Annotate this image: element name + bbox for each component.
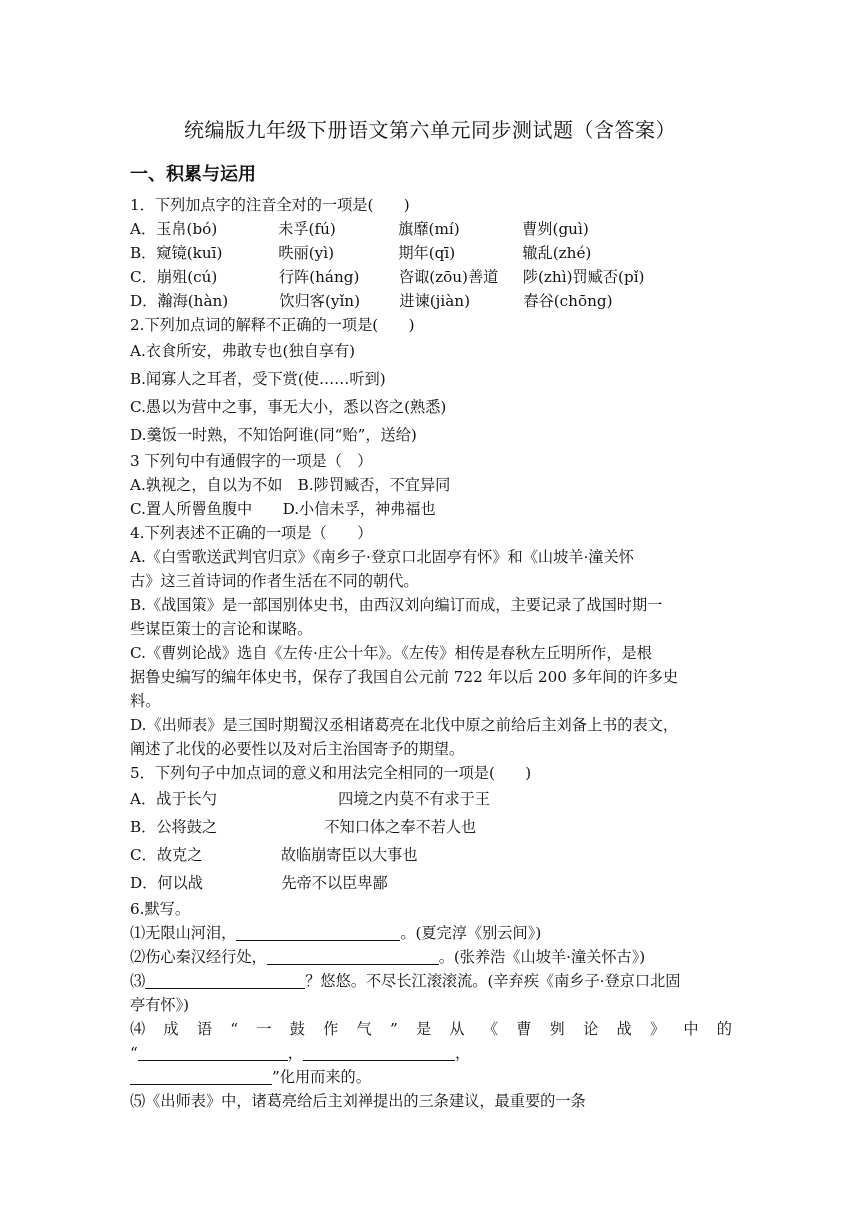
q6-char: ” [389, 1020, 398, 1038]
q6-char: 》 [649, 1020, 666, 1038]
option-label: D． [130, 874, 158, 892]
option-item: 期年(qī) [398, 244, 456, 262]
q4-option-d-line1: D.《出师表》是三国时期蜀汉丞相诸葛亮在北伐中原之前给后主刘备上书的表文， [130, 716, 679, 734]
q6-char: 鼓 [289, 1020, 305, 1038]
q1-option-c [130, 265, 732, 289]
option-label: B． [130, 244, 157, 262]
q4-option-c-line2: 据鲁史编写的编年体史书，保存了我国自公元前 722 年以后 200 多年间的许多史 [130, 668, 679, 686]
q6-text: 。(夏完淳《别云间》) [400, 924, 542, 942]
q6-item-4-cont [130, 1065, 732, 1089]
q6-item-3-cont: 亭有怀》) [130, 996, 190, 1014]
option-label: A． [130, 220, 157, 238]
q6-char: 论 [583, 1020, 599, 1038]
q6-char: 战 [616, 1020, 632, 1038]
q6-item-1 [130, 921, 732, 945]
q5-stem: 5．下列句子中加点词的意义和用法完全相同的一项是( ) [130, 764, 532, 782]
option-item: 故克之 [156, 846, 203, 864]
option-item: 不知口体之奉不若人也 [324, 818, 477, 836]
option-item: 先帝不以臣卑鄙 [281, 874, 388, 892]
q6-text: “ [130, 1044, 138, 1062]
q4-option-c-line1: C.《曹刿论战》选自《左传·庄公十年》。《左传》相传是春秋左丘明所作，是根 [130, 644, 652, 662]
option-label: A． [130, 790, 157, 808]
q6-item-2 [130, 945, 732, 969]
q6-char: “ [230, 1020, 239, 1038]
q4-option-c-line3: 料。 [130, 692, 161, 710]
q6-char: 语 [196, 1020, 213, 1038]
option-item: 公将鼓之 [156, 818, 218, 836]
q2-option-b: B.闻寡人之耳者，受下赏(使……听到) [130, 370, 386, 388]
q6-text: ， [287, 1044, 303, 1062]
q4-stem: 4.下列表述不正确的一项是（ ） [130, 524, 373, 542]
answer-blank[interactable] [236, 924, 400, 941]
q6-char: ⑷ [130, 1020, 146, 1038]
option-item: 玉帛(bó) [156, 220, 218, 238]
option-item: 四境之内莫不有求于王 [338, 790, 491, 808]
answer-blank[interactable] [303, 1044, 455, 1061]
q5-option-b [130, 813, 732, 841]
option-item: 战于长勺 [156, 790, 217, 808]
q2-stem: 2.下列加点词的解释不正确的一项是( ) [130, 316, 415, 334]
option-item: 昳丽(yì) [278, 244, 335, 262]
option-item: 饮归客(yǐn) [279, 292, 361, 310]
q6-char: 成 [163, 1020, 179, 1038]
q1-stem: 1．下列加点字的注音全对的一项是( ) [130, 196, 410, 214]
q6-stem: 6.默写。 [130, 900, 191, 918]
q6-char: 一 [256, 1020, 272, 1038]
option-item: 舂谷(chōng) [523, 292, 613, 310]
q4-option-a-line2: 古》这三首诗词的作者生活在不同的朝代。 [130, 572, 419, 590]
q3-options-cd: C.置人所罾鱼腹中 D.小信未孚，神弗福也 [130, 500, 436, 518]
q6-char: 作 [323, 1020, 339, 1038]
option-item: 故临崩寄臣以大事也 [280, 846, 418, 864]
q2-option-d: D.羹饭一时熟，不知饴阿谁(同“贻”，送给) [130, 426, 417, 444]
q4-option-b-line2: 些谋臣策士的言论和谋略。 [130, 620, 313, 638]
option-item: 进谏(jiàn) [399, 292, 471, 310]
option-item: 瀚海(hàn) [157, 292, 229, 310]
q1-option-d [130, 289, 732, 313]
q4-option-b-line1: B.《战国策》是一部国别体史书，由西汉刘向编订而成，主要记录了战国时期一 [130, 596, 663, 614]
option-item: 咨诹(zōu)善道 [398, 268, 499, 286]
q2-option-c: C.愚以为营中之事，事无大小，悉以咨之(熟悉) [130, 398, 447, 416]
q3-options-ab: A.孰视之，自以为不如 B.陟罚臧否，不宜异同 [130, 476, 451, 494]
option-label: C． [130, 268, 157, 286]
q6-text: ， [454, 1044, 471, 1062]
q4-option-d-line2: 阐述了北伐的必要性以及对后主治国寄予的期望。 [130, 740, 465, 758]
option-item: 未孚(fú) [278, 220, 336, 238]
section-heading: 一、积累与运用 [130, 164, 256, 185]
q6-text: ⑴无限山河泪， [130, 924, 237, 942]
option-item: 崩殂(cú) [156, 268, 218, 286]
option-label: D． [130, 292, 158, 310]
q4-option-a-line1: A.《白雪歌送武判官归京》《南乡子·登京口北固亭有怀》和《山坡羊·潼关怀 [130, 548, 634, 566]
q6-text: ？悠悠。不尽长江滚滚流。(辛弃疾《南乡子·登京口北固 [305, 972, 681, 990]
option-item: 何以战 [157, 874, 203, 892]
option-item: 窥镜(kuī) [156, 244, 223, 262]
q6-text: 。(张养浩《山坡羊·潼关怀古》) [438, 948, 646, 966]
q6-item-5: ⑸《出师表》中，诸葛亮给后主刘禅提出的三条建议，最重要的一条 [130, 1092, 586, 1110]
answer-blank[interactable] [267, 948, 439, 965]
q6-char: 的 [716, 1020, 732, 1038]
q6-text: ⑵伤心秦汉经行处， [130, 948, 267, 966]
q6-text: ⑶ [130, 972, 146, 990]
q6-text: ”化用而来的。 [272, 1068, 371, 1086]
q5-option-d [130, 869, 732, 897]
option-item: 辙乱(zhé) [522, 244, 592, 262]
q1-option-b [130, 241, 732, 265]
answer-blank[interactable] [130, 1068, 272, 1085]
page-title: 统编版九年级下册语文第六单元同步测试题（含答案） [184, 118, 676, 142]
q6-char: 气 [356, 1020, 372, 1038]
option-item: 旗靡(mí) [398, 220, 460, 238]
q1-option-a [130, 217, 732, 241]
answer-blank[interactable] [145, 972, 305, 989]
q2-option-a: A.衣食所安，弗敢专也(独自享有) [130, 342, 356, 360]
q5-option-c [130, 841, 732, 869]
q6-char: 是 [415, 1020, 432, 1038]
q6-char: 曹 [516, 1020, 532, 1038]
q6-char: 《 [482, 1020, 498, 1038]
q6-char: 从 [449, 1020, 465, 1038]
option-label: C． [130, 846, 157, 864]
q6-char: 刿 [549, 1020, 565, 1038]
q5-option-a [130, 785, 732, 813]
option-label: B． [130, 818, 157, 836]
answer-blank[interactable] [138, 1044, 288, 1061]
q6-char: 中 [683, 1020, 699, 1038]
option-item: 行阵(háng) [278, 268, 360, 286]
q3-stem: 3 下列句中有通假字的一项是（ ） [130, 452, 373, 470]
option-item: 曹刿(guì) [522, 220, 589, 238]
option-item: 陟(zhì)罚臧否(pǐ) [522, 268, 645, 286]
q6-item-4 [130, 1017, 732, 1041]
q6-item-4-blanks [130, 1041, 732, 1065]
q6-item-3 [130, 969, 732, 993]
question-body [130, 193, 732, 1113]
